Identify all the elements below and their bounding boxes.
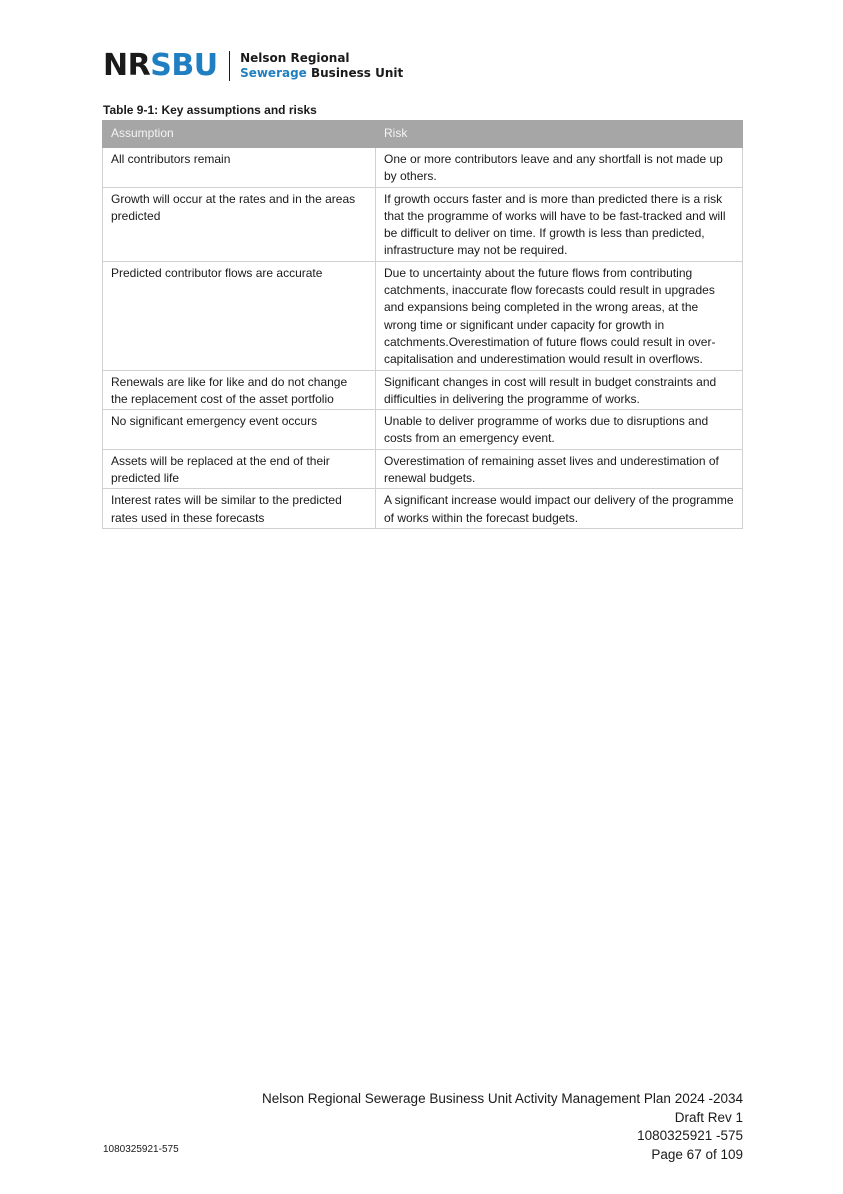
risk-cell: Due to uncertainty about the future flows from contributing catchments, inaccurate flow forecasts could result in upgrades and expansions being completed in the wrong areas, at the wrong time or significant under capacity for growth in catchments.Overestimation of future flows could result in over-capitalisation and underestimation would result in overflows. [376, 261, 743, 370]
table-row [103, 370, 743, 410]
risk-cell: One or more contributors leave and any shortfall is not made up by others. [376, 148, 743, 188]
assumption-cell: Growth will occur at the rates and in the areas predicted [103, 187, 376, 261]
assumption-cell: Renewals are like for like and do not change the replacement cost of the asset portfolio [103, 370, 376, 410]
logo-divider [229, 51, 231, 81]
assumptions-risks-table [102, 120, 743, 529]
org-name-line1: Nelson Regional [240, 51, 350, 65]
risk-cell: Unable to deliver programme of works due to disruptions and costs from an emergency event. [376, 410, 743, 450]
assumption-cell: Interest rates will be similar to the predicted rates used in these forecasts [103, 489, 376, 529]
org-name-line2 [240, 66, 403, 81]
column-header-risk: Risk [376, 121, 743, 148]
assumption-cell: No significant emergency event occurs [103, 410, 376, 450]
footer-block [262, 1090, 743, 1164]
org-name-rest: Business Unit [306, 66, 404, 80]
assumption-cell: All contributors remain [103, 148, 376, 188]
column-header-assumption: Assumption [103, 121, 376, 148]
table-row [103, 489, 743, 529]
logo-org-name [240, 51, 403, 81]
risk-cell: A significant increase would impact our delivery of the programme of works within the forecast budgets. [376, 489, 743, 529]
table-row [103, 148, 743, 188]
org-name-accent: Sewerage [240, 66, 307, 80]
footer-document-number: 1080325921 -575 [637, 1128, 743, 1143]
footer-title: Nelson Regional Sewerage Business Unit Activity Management Plan 2024 -2034 [261, 1091, 743, 1106]
risk-cell: Overestimation of remaining asset lives and underestimation of renewal budgets. [376, 449, 743, 489]
nrsbu-logo [103, 48, 403, 84]
table-row [103, 261, 743, 370]
table-header-row [103, 121, 743, 148]
risk-cell: If growth occurs faster and is more than predicted there is a risk that the programme of works will have to be fast-tracked and will be difficult to deliver on time. If growth is less than predicted, infrastructure may not be required. [376, 187, 743, 261]
table-row [103, 187, 743, 261]
table-row [103, 410, 743, 450]
assumption-cell: Assets will be replaced at the end of their predicted life [103, 449, 376, 489]
footer-revision: Draft Rev 1 [674, 1109, 743, 1125]
table-row [103, 449, 743, 489]
table-caption: Table 9-1: Key assumptions and risks [103, 103, 317, 117]
risk-cell: Significant changes in cost will result in budget constraints and difficulties in delivering the programme of works. [376, 370, 743, 410]
assumption-cell: Predicted contributor flows are accurate [103, 261, 376, 370]
page-number: Page 67 of 109 [651, 1146, 743, 1162]
logo-prefix: NR [103, 48, 151, 83]
logo-mark [103, 48, 218, 84]
logo-accent: SBU [150, 48, 218, 83]
footer-document-id: 1080325921-575 [103, 1144, 179, 1155]
